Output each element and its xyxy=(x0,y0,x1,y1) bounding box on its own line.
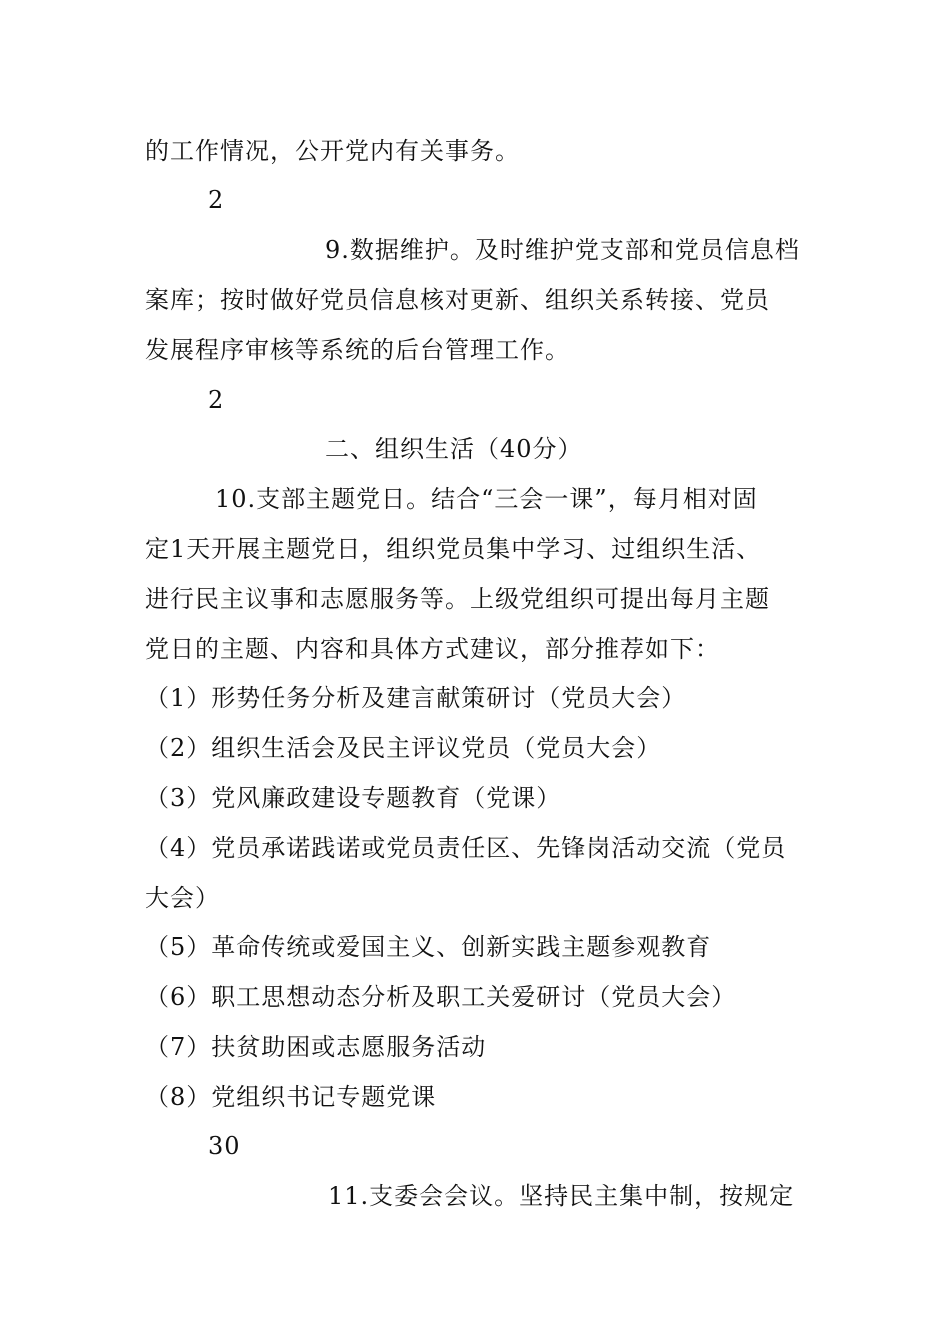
text-line: 党日的主题、内容和具体方式建议，部分推荐如下： xyxy=(145,635,720,663)
score-value: 2 xyxy=(208,186,225,214)
list-item: （6）职工思想动态分析及职工关爱研讨（党员大会） xyxy=(145,983,737,1011)
list-item-continuation: 大会） xyxy=(145,884,220,912)
list-item: （1）形势任务分析及建言献策研讨（党员大会） xyxy=(145,684,687,712)
item-heading: 11.支委会会议。坚持民主集中制，按规定 xyxy=(328,1182,795,1210)
text-line: 的工作情况，公开党内有关事务。 xyxy=(145,137,520,165)
item-heading: 9.数据维护。及时维护党支部和党员信息档 xyxy=(325,236,800,264)
text-line: 定1天开展主题党日，组织党员集中学习、过组织生活、 xyxy=(145,535,762,563)
item-heading: 10.支部主题党日。结合“三会一课”，每月相对固 xyxy=(215,485,758,513)
list-item: （5）革命传统或爱国主义、创新实践主题参观教育 xyxy=(145,933,712,961)
list-item: （3）党风廉政建设专题教育（党课） xyxy=(145,784,562,812)
list-item: （2）组织生活会及民主评议党员（党员大会） xyxy=(145,734,662,762)
score-value: 30 xyxy=(208,1132,241,1160)
text-line: 案库；按时做好党员信息核对更新、组织关系转接、党员 xyxy=(145,286,770,314)
list-item: （7）扶贫助困或志愿服务活动 xyxy=(145,1033,487,1061)
section-heading: 二、组织生活（40分） xyxy=(325,435,583,463)
text-line: 进行民主议事和志愿服务等。上级党组织可提出每月主题 xyxy=(145,585,770,613)
score-value: 2 xyxy=(208,386,225,414)
list-item: （8）党组织书记专题党课 xyxy=(145,1083,437,1111)
text-line: 发展程序审核等系统的后台管理工作。 xyxy=(145,336,570,364)
list-item: （4）党员承诺践诺或党员责任区、先锋岗活动交流（党员 xyxy=(145,834,787,862)
